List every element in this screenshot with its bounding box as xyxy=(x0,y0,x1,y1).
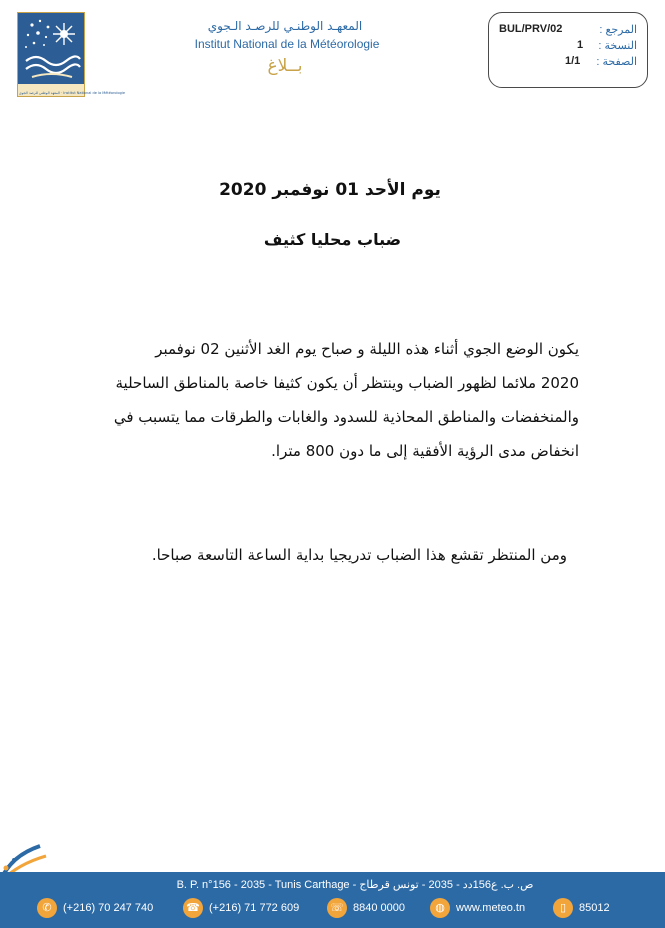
page-label: الصفحة : xyxy=(596,56,637,68)
postal-address: B. P. n°156 - 2035 - Tunis Carthage - ص. ب. ع156دد - 2035 - تونس قرطاج xyxy=(176,879,534,891)
closing-sentence: ومن المنتظر تقشع هذا الضباب تدريجيا بداية الساعة التاسعة صباحا. xyxy=(151,546,567,564)
document-type-title: بــلاغ xyxy=(267,56,303,76)
short-number: 85012 xyxy=(579,902,610,914)
paragraph-line: 2020 ملائما لظهور الضباب وينتظر أن يكون كثيفا خاصة بالمناطق الساحلية xyxy=(115,374,579,392)
website-link[interactable]: www.meteo.tn xyxy=(456,902,526,914)
logo-caption: المعهد الوطني للرصد الجوي · Institut National de la Météorologie xyxy=(19,91,126,95)
contact-short-number xyxy=(553,898,633,918)
stars-waves-emblem-icon xyxy=(18,13,84,85)
paragraph-line: والمنخفضات والمناطق المحاذية للسدود والغابات والطرقات مما يتسبب في xyxy=(113,408,579,426)
toll-free-number: 8840 0000 xyxy=(353,902,405,914)
bulletin-headline: ضباب محليا كثيف xyxy=(263,230,402,249)
reference-box xyxy=(488,12,648,88)
hotline-icon: ☏ xyxy=(327,898,347,918)
phone-2-number: (+216) 71 772 609 xyxy=(209,902,300,914)
phone-icon: ✆ xyxy=(37,898,57,918)
bulletin-date: يوم الأحد 01 نوفمبر 2020 xyxy=(219,180,441,200)
paragraph-line: يكون الوضع الجوي أثناء هذه الليلة و صباح يوم الغد الأثنين 02 نوفمبر xyxy=(155,340,579,358)
copy-value: 1 xyxy=(577,39,584,51)
globe-icon: ◍ xyxy=(430,898,450,918)
reference-label: المرجع : xyxy=(599,24,637,36)
institute-logo xyxy=(17,12,126,97)
contact-phone-2 xyxy=(183,898,318,918)
reference-value: BUL/PRV/02 xyxy=(499,23,563,35)
copy-row xyxy=(497,39,637,53)
contact-toll-free xyxy=(327,898,417,918)
contact-website[interactable] xyxy=(430,898,540,918)
fax-machine-icon: ☎ xyxy=(183,898,203,918)
institute-name-french: Institut National de la Météorologie xyxy=(194,37,380,51)
mobile-icon: ▯ xyxy=(553,898,573,918)
phone-1-number: (+216) 70 247 740 xyxy=(63,902,154,914)
contact-phone-1 xyxy=(37,898,172,918)
copy-label: النسخة : xyxy=(598,40,637,52)
page-value: 1/1 xyxy=(565,55,581,67)
paragraph-line: انخفاض مدى الرؤية الأفقية إلى ما دون 800 مترا. xyxy=(271,442,579,460)
institute-name-arabic: المعهـد الوطنـي للرصـد الـجوي xyxy=(207,19,363,33)
page-row xyxy=(497,55,637,69)
reference-row xyxy=(497,23,637,37)
